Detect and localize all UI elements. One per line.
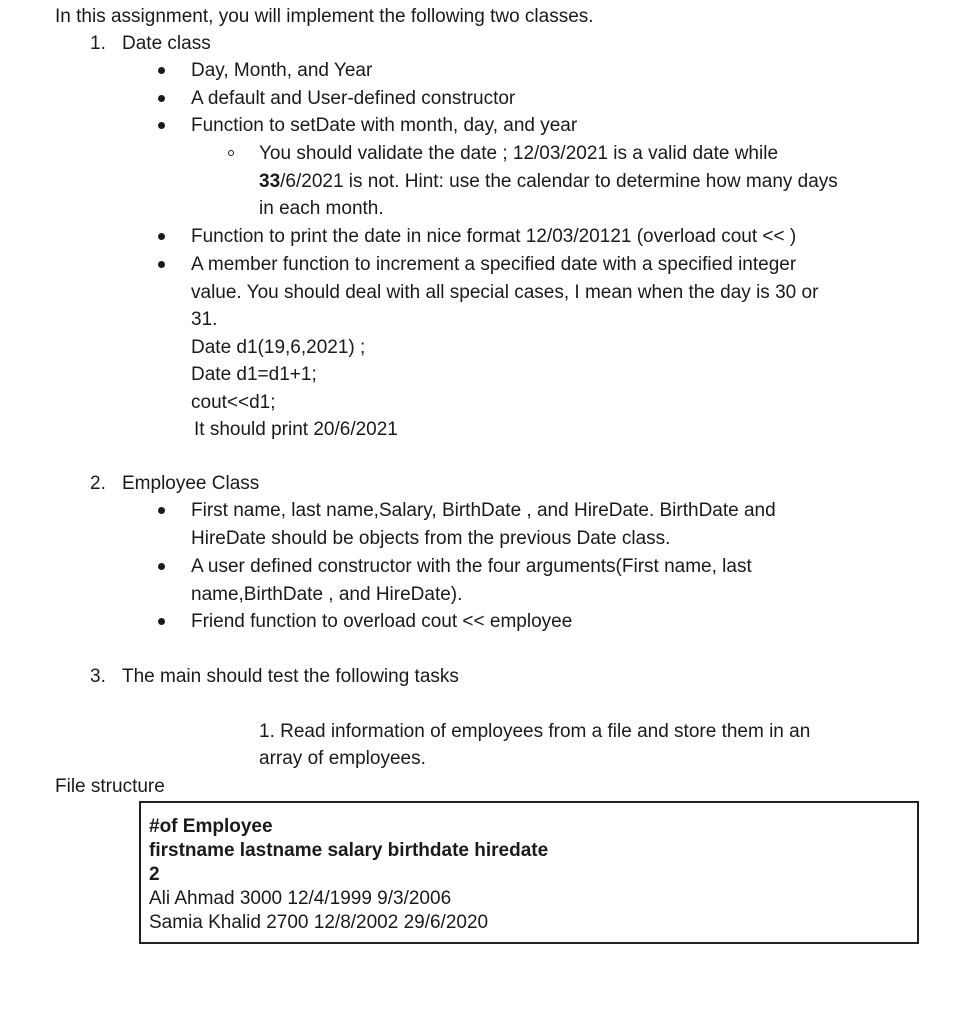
bullet-dot (158, 122, 165, 129)
bullet-dot (158, 67, 165, 74)
section1-bullet3: Function to setDate with month, day, and year (191, 115, 578, 136)
section2-title: Employee Class (122, 473, 260, 494)
section1-title: Date class (122, 33, 211, 54)
bullet-dot (158, 618, 165, 625)
file-header-count-label: #of Employee (149, 816, 273, 837)
bullet-dot (158, 261, 165, 268)
section2-bullet1-line1: First name, last name,Salary, BirthDate , and HireDate. BirthDate and (191, 500, 776, 521)
code-line1: Date d1(19,6,2021) ; (191, 337, 366, 358)
bullet-dot (158, 95, 165, 102)
section2-bullet3: Friend function to overload cout << employee (191, 611, 573, 632)
section3-title: The main should test the following tasks (122, 666, 459, 687)
file-header-columns: firstname lastname salary birthdate hiredate (149, 840, 549, 861)
invalid-day-emphasis: 33 (259, 171, 281, 192)
section1-bullet1: Day, Month, and Year (191, 60, 373, 81)
bullet-dot (158, 563, 165, 570)
file-row: Samia Khalid 2700 12/8/2002 29/6/2020 (149, 912, 489, 933)
section2-number: 2. (90, 473, 106, 494)
intro-text: In this assignment, you will implement the following two classes. (55, 6, 594, 27)
section3-task-line1: 1. Read information of employees from a file and store them in an (259, 721, 811, 742)
bullet-dot (158, 233, 165, 240)
section1-bullet5-line1: A member function to increment a specified date with a specified integer (191, 254, 797, 275)
file-structure-box (139, 801, 919, 944)
code-line2: Date d1=d1+1; (191, 364, 317, 385)
section1-bullet5-line2: value. You should deal with all special cases, I mean when the day is 30 or (191, 282, 819, 303)
code-line4: It should print 20/6/2021 (194, 419, 398, 440)
sub-bullet-circle (228, 150, 234, 156)
section1-number: 1. (90, 33, 106, 54)
section1-bullet2: A default and User-defined constructor (191, 88, 516, 109)
section3-number: 3. (90, 666, 106, 687)
section1-sub-line1: You should validate the date ; 12/03/2021 is a valid date while (259, 143, 779, 164)
bullet-dot (158, 507, 165, 514)
section2-bullet1-line2: HireDate should be objects from the previous Date class. (191, 528, 671, 549)
file-structure-label: File structure (55, 776, 165, 797)
section2-bullet2-line2: name,BirthDate , and HireDate). (191, 584, 463, 605)
section1-bullet4: Function to print the date in nice format 12/03/20121 (overload cout << ) (191, 226, 797, 247)
file-employee-count: 2 (149, 864, 160, 885)
section2-bullet2-line1: A user defined constructor with the four arguments(First name, last (191, 556, 752, 577)
file-row: Ali Ahmad 3000 12/4/1999 9/3/2006 (149, 888, 452, 909)
section1-sub-line2-rest: /6/2021 is not. Hint: use the calendar to determine how many days (280, 171, 838, 192)
code-line3: cout<<d1; (191, 392, 276, 413)
section1-bullet5-line3: 31. (191, 309, 218, 330)
section3-task-line2: array of employees. (259, 748, 426, 769)
section1-sub-line2 (259, 170, 838, 194)
section1-sub-line3: in each month. (259, 198, 384, 219)
